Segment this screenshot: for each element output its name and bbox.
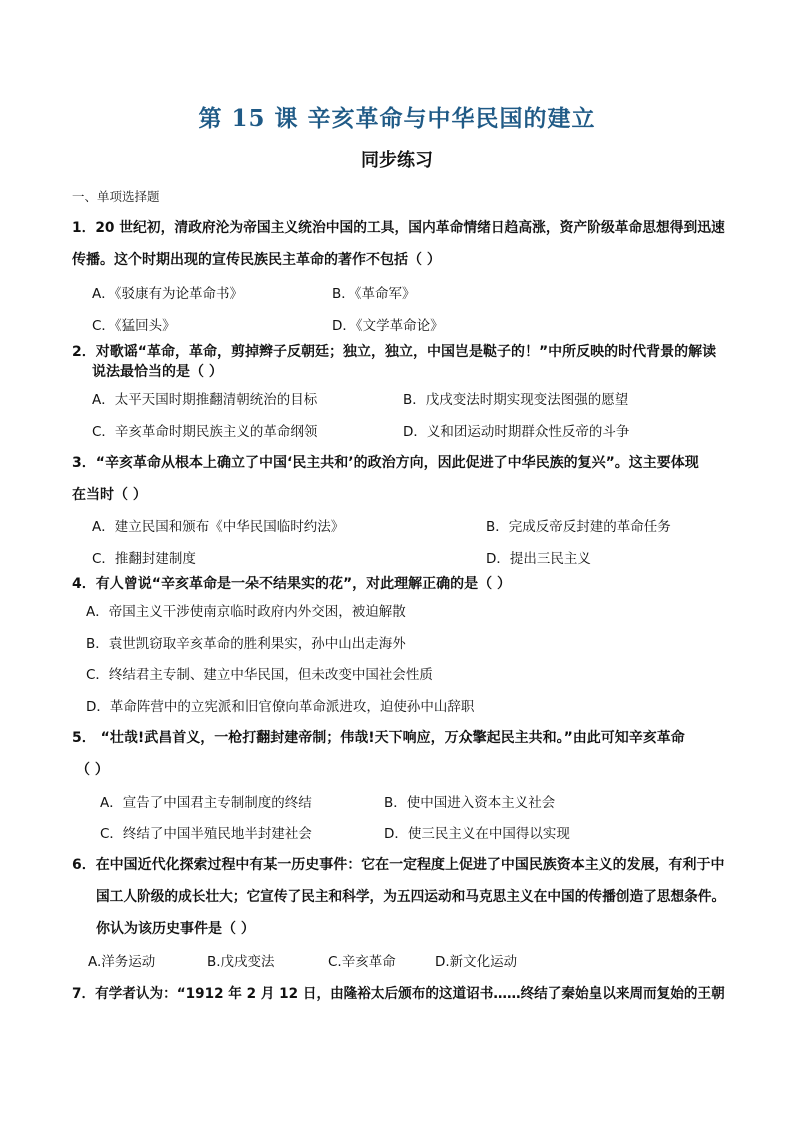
q1-option-c: C．《猛回头》 xyxy=(92,318,176,334)
q3-option-b: B．完成反帝反封建的革命任务 xyxy=(486,519,671,535)
q2-stem-line1: 2．对歌谣“革命，革命，剪掉辫子反朝廷；独立，独立，中国岂是鞑子的！”中所反映的时代背景的解读 xyxy=(72,344,717,360)
q6-stem-line2: 国工人阶级的成长壮大；它宣传了民主和科学，为五四运动和马克思主义在中国的传播创造了思想条件。 xyxy=(96,889,726,905)
q5-stem-line2: （ ） xyxy=(76,762,109,778)
q6-stem-line1: 6．在中国近代化探索过程中有某一历史事件：它在一定程度上促进了中国民族资本主义的发展，有利于中 xyxy=(72,857,725,873)
q5-option-b: B．使中国进入资本主义社会 xyxy=(384,795,556,811)
q3-stem-line2: 在当时（ ） xyxy=(72,487,147,503)
q6-option-c: C.辛亥革命 xyxy=(328,954,396,970)
q2-stem-line2: 说法最恰当的是（ ） xyxy=(92,364,223,380)
q4-stem-line1: 4．有人曾说“辛亥革命是一朵不结果实的花”，对此理解正确的是（ ） xyxy=(72,576,512,592)
q1-stem-line1: 1．20 世纪初，清政府沦为帝国主义统治中国的工具，国内革命情绪日趋高涨，资产阶级革命思想得到迅速 xyxy=(72,220,725,236)
q5-stem-line1: 5． “壮哉!武昌首义，一枪打翻封建帝制；伟哉!天下响应，万众擎起民主共和。”由此可知辛亥革命 xyxy=(72,730,685,746)
q7-stem-line1: 7．有学者认为：“1912 年 2 月 12 日，由隆裕太后颁布的这道诏书……终结了秦始皇以来周而复始的王朝 xyxy=(72,986,725,1002)
q3-stem-line1: 3．“辛亥革命从根本上确立了中国‘民主共和’的政治方向，因此促进了中华民族的复兴”。这主要体现 xyxy=(72,455,699,471)
q4-option-a: A．帝国主义干涉使南京临时政府内外交困，被迫解散 xyxy=(86,604,406,620)
q2-option-d: D．义和团运动时期群众性反帝的斗争 xyxy=(403,424,630,440)
q1-stem-line2: 传播。这个时期出现的宣传民族民主革命的著作不包括（ ） xyxy=(72,252,441,268)
q6-option-d: D.新文化运动 xyxy=(435,954,518,970)
q5-option-d: D．使三民主义在中国得以实现 xyxy=(384,826,570,842)
page-subtitle: 同步练习 xyxy=(361,150,433,171)
q2-option-a: A．太平天国时期推翻清朝统治的目标 xyxy=(92,392,318,408)
section-heading: 一、单项选择题 xyxy=(72,189,160,204)
q6-option-a: A.洋务运动 xyxy=(88,954,156,970)
q1-option-b: B．《革命军》 xyxy=(332,286,416,302)
q2-option-c: C．辛亥革命时期民族主义的革命纲领 xyxy=(92,424,318,440)
q6-option-b: B.戊戌变法 xyxy=(207,954,275,970)
q1-option-d: D．《文学革命论》 xyxy=(332,318,444,334)
page-title: 第 15 课 辛亥革命与中华民国的建立 xyxy=(198,105,596,132)
q1-option-a: A．《驳康有为论革命书》 xyxy=(92,286,243,302)
q6-stem-line3: 你认为该历史事件是（ ） xyxy=(96,921,255,937)
q4-option-d: D．革命阵营中的立宪派和旧官僚向革命派进攻，迫使孙中山辞职 xyxy=(86,699,475,715)
q4-option-b: B．袁世凯窃取辛亥革命的胜利果实，孙中山出走海外 xyxy=(86,636,406,652)
q3-option-a: A．建立民国和颁布《中华民国临时约法》 xyxy=(92,519,345,535)
q3-option-d: D．提出三民主义 xyxy=(486,551,591,567)
q3-option-c: C．推翻封建制度 xyxy=(92,551,196,567)
q5-option-a: A．宣告了中国君主专制制度的终结 xyxy=(100,795,312,811)
q2-option-b: B．戊戌变法时期实现变法图强的愿望 xyxy=(403,392,629,408)
q4-option-c: C．终结君主专制、建立中华民国，但未改变中国社会性质 xyxy=(86,667,433,683)
q5-option-c: C．终结了中国半殖民地半封建社会 xyxy=(100,826,312,842)
